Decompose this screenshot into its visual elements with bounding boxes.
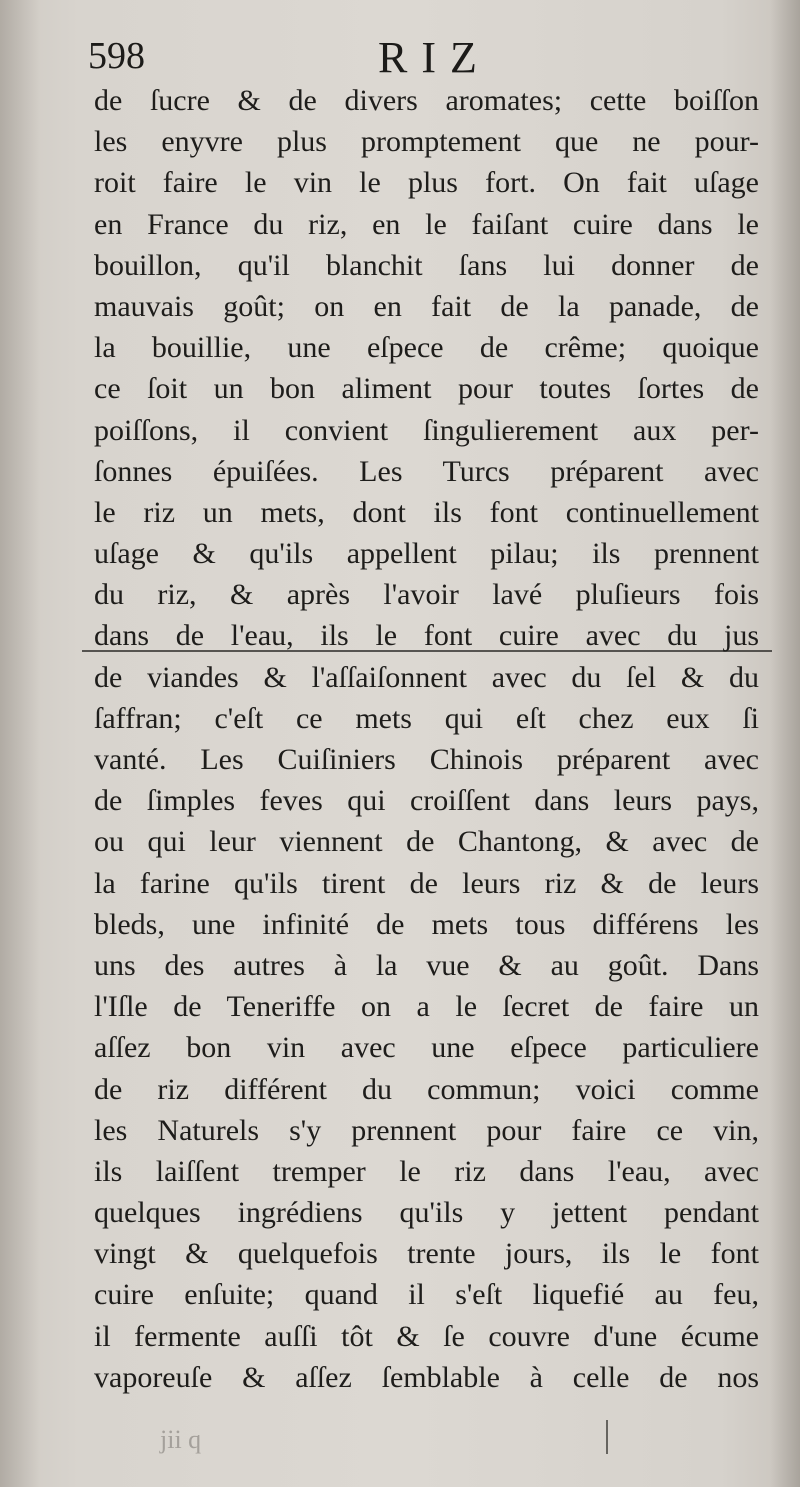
text-line: de ſucre & de divers aromates; cette boiſſon (94, 84, 759, 117)
text-line: bleds, une infinité de mets tous différens les (94, 907, 759, 941)
text-line: ils laiſſent tremper le riz dans l'eau, avec (94, 1154, 759, 1188)
text-line: les Naturels s'y prennent pour faire ce vin, (94, 1113, 759, 1147)
text-line: mauvais goût; on en fait de la panade, de (94, 289, 759, 323)
text-line: la bouillie, une eſpece de crême; quoique (94, 331, 759, 365)
body-text (94, 80, 759, 1398)
text-line: la farine qu'ils tirent de leurs riz & de leurs (94, 866, 759, 900)
page-number: 598 (88, 35, 145, 77)
footer-mark: jii q (160, 1425, 202, 1454)
text-line: cuire enſuite; quand il s'eſt liquefié au feu, (94, 1278, 759, 1312)
text-line: en France du riz, en le faiſant cuire dans le (94, 207, 759, 241)
text-line: vingt & quelquefois trente jours, ils le font (94, 1237, 759, 1271)
text-line: bouillon, qu'il blanchit ſans lui donner de (94, 248, 759, 282)
text-line: les enyvre plus promptement que ne pour- (94, 125, 759, 159)
text-line: vaporeuſe & aſſez ſemblable à celle de nos (94, 1360, 759, 1394)
text-line: vanté. Les Cuiſiniers Chinois préparent avec (94, 743, 759, 776)
text-line: de viandes & l'aſſaiſonnent avec du ſel & du (94, 660, 759, 694)
text-line: quelques ingrédiens qu'ils y jettent pendant (94, 1196, 759, 1230)
text-line: de ſimples feves qui croiſſent dans leurs pays, (94, 784, 759, 818)
text-line: il fermente auſſi tôt & ſe couvre d'une écume (94, 1319, 759, 1353)
text-line: roit faire le vin le plus fort. On fait uſage (94, 166, 759, 200)
page-edge-shadow (770, 0, 800, 1487)
text-line: poiſſons, il convient ſingulierement aux per- (94, 413, 759, 447)
text-line: aſſez bon vin avec une eſpece particuliere (94, 1031, 759, 1065)
running-head: RIZ (378, 33, 491, 82)
text-line: de riz différent du commun; voici comme (94, 1072, 759, 1106)
text-line: l'Iſle de Teneriffe on a le ſecret de faire un (94, 990, 759, 1024)
page-header (0, 30, 800, 82)
page-gutter-shadow (0, 0, 40, 1487)
footer-tick (606, 1420, 608, 1454)
text-line: uſage & qu'ils appellent pilau; ils prennent (94, 537, 759, 571)
text-line: ce ſoit un bon aliment pour toutes ſortes de (94, 372, 759, 406)
text-line: le riz un mets, dont ils font continuellement (94, 495, 759, 529)
text-line: ſaffran; c'eſt ce mets qui eſt chez eux ſi (94, 701, 759, 735)
text-line: dans de l'eau, ils le font cuire avec du jus (94, 619, 759, 653)
text-line: ſonnes épuiſées. Les Turcs préparent avec (94, 454, 759, 488)
text-line: du riz, & après l'avoir lavé pluſieurs fois (94, 578, 759, 612)
text-line: uns des autres à la vue & au goût. Dans (94, 948, 759, 982)
text-line: ou qui leur viennent de Chantong, & avec de (94, 825, 759, 859)
